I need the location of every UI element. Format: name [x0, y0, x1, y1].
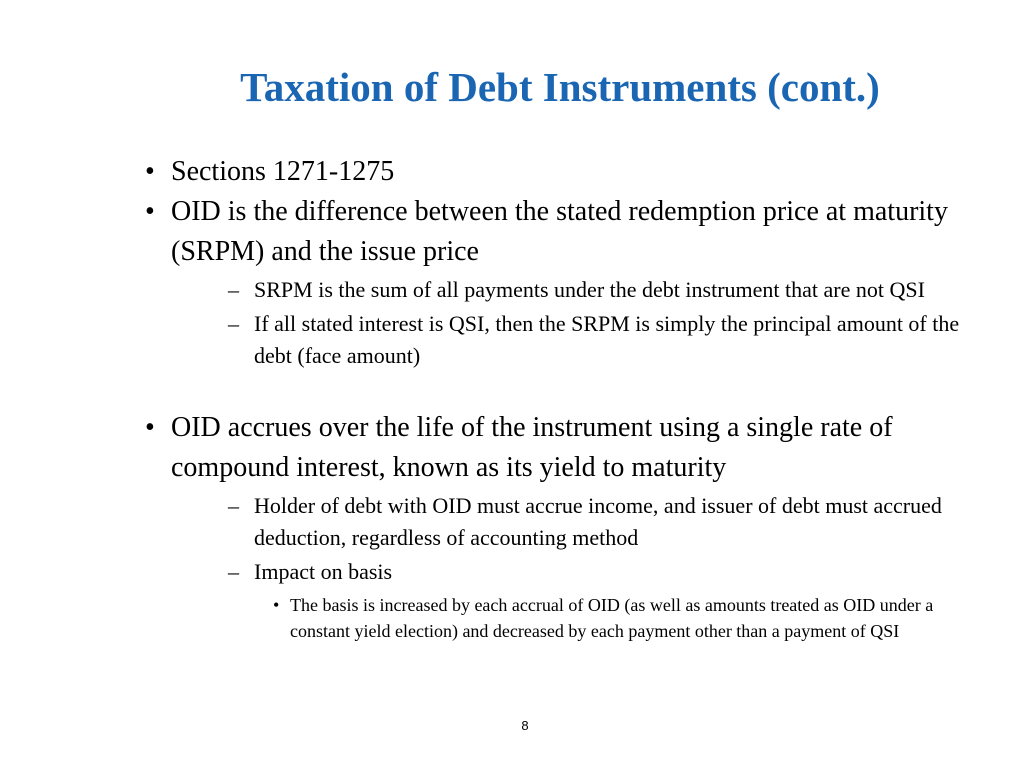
- page-number: 8: [521, 718, 529, 733]
- slide-content: [145, 152, 985, 644]
- sub-bullet-srpm: – SRPM is the sum of all payments under the debt instrument that are not QSI: [228, 274, 985, 306]
- sub-sub-bullet-basis: • The basis is increased by each accrual of OID (as well as amounts treated as OID under a constant yield election) and decreased by each payment other than a payment of QSI: [273, 592, 985, 644]
- slide-title: Taxation of Debt Instruments (cont.): [240, 64, 880, 110]
- bullet-sections: • Sections 1271-1275: [145, 152, 985, 192]
- sub-bullet-qsi: – If all stated interest is QSI, then the SRPM is simply the principal amount of the debt (face amount): [228, 308, 985, 372]
- bullet-oid-definition: • OID is the difference between the stated redemption price at maturity (SRPM) and the issue price: [145, 192, 985, 272]
- spacer: [145, 372, 985, 408]
- sub-bullet-holder-issuer: – Holder of debt with OID must accrue income, and issuer of debt must accrued deduction, regardless of accounting method: [228, 490, 985, 554]
- sub-bullet-impact-on-basis: – Impact on basis: [228, 556, 985, 588]
- bullet-oid-accrual: • OID accrues over the life of the instrument using a single rate of compound interest, known as its yield to maturity: [145, 408, 985, 488]
